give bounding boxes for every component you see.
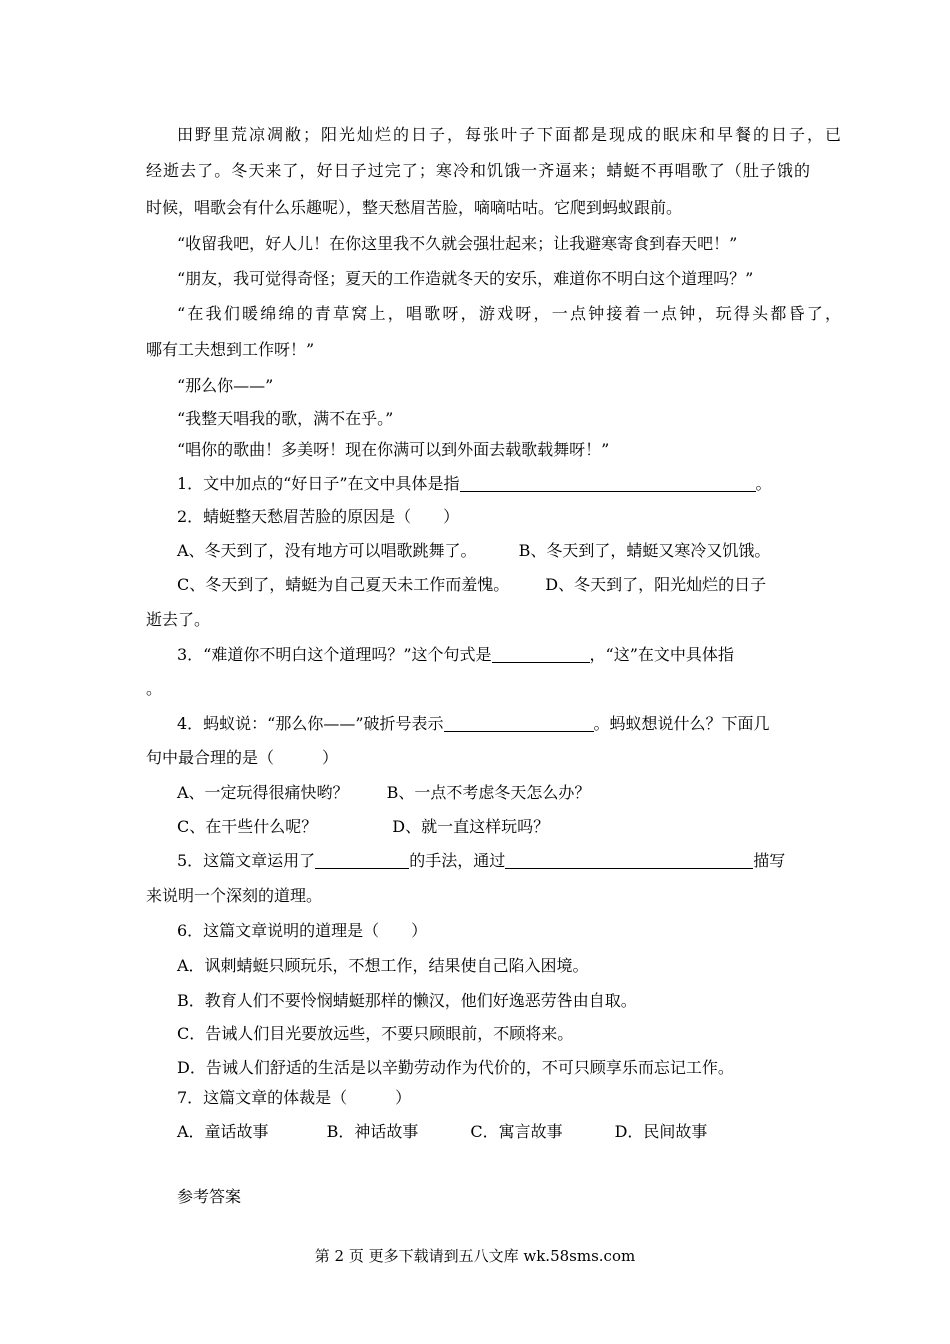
answer-blank[interactable] xyxy=(492,646,590,663)
question-2-option-d-cont: 逝去了。 xyxy=(146,610,211,629)
passage-line: 经逝去了。冬天来了，好日子过完了；寒冷和饥饿一齐逼来；蜻蜓不再唱歌了（肚子饿的 xyxy=(146,161,810,180)
dialogue-line: “我整天唱我的歌，满不在乎。” xyxy=(177,409,394,428)
dialogue-line: “朋友，我可觉得奇怪；夏天的工作造就冬天的安乐，难道你不明白这个道理吗？” xyxy=(177,269,754,288)
question-3-part1: 3．“难道你不明白这个道理吗？”这个句式是 xyxy=(177,645,492,664)
question-4-options-row2 xyxy=(177,816,841,838)
option-a: A．童话故事 xyxy=(177,1122,269,1141)
answers-heading: 参考答案 xyxy=(177,1187,242,1206)
dialogue-line: “唱你的歌曲！多美呀！现在你满可以到外面去载歌载舞呀！” xyxy=(177,440,610,459)
passage-line: 时候，唱歌会有什么乐趣呢），整天愁眉苦脸，嘀嘀咕咕。它爬到蚂蚁跟前。 xyxy=(146,198,683,217)
question-5-part1: 5．这篇文章运用了 xyxy=(177,851,316,870)
question-3-end: 。 xyxy=(146,679,163,698)
question-5-part2: 的手法，通过 xyxy=(409,851,506,870)
question-5-part3: 描写 xyxy=(753,851,786,870)
option-b: B、一点不考虑冬天怎么办？ xyxy=(386,783,591,802)
page-footer: 第 2 页 更多下载请到五八文库 wk.58sms.com xyxy=(314,1247,636,1265)
question-5 xyxy=(177,850,841,872)
option-d: D、冬天到了，阳光灿烂的日子 xyxy=(545,575,767,594)
option-c: C．寓言故事 xyxy=(470,1122,563,1141)
answer-blank[interactable] xyxy=(505,852,753,869)
question-1-end: 。 xyxy=(755,474,772,493)
passage-line: 田野里荒凉凋敝；阳光灿烂的日子，每张叶子下面都是现成的眠床和早餐的日子，已 xyxy=(177,125,841,144)
question-3 xyxy=(177,644,841,666)
question-7-stem: 7．这篇文章的体裁是（ ） xyxy=(177,1088,412,1107)
dialogue-line: “在我们暖绵绵的青草窝上，唱歌呀，游戏呀，一点钟接着一点钟，玩得头都昏了， xyxy=(177,304,841,323)
question-4-part2: 。蚂蚁想说什么？下面几 xyxy=(593,714,770,733)
question-3-part2: ，“这”在文中具体指 xyxy=(589,645,734,664)
question-4-cont: 句中最合理的是（ ） xyxy=(146,748,339,767)
option-d: D、就一直这样玩吗？ xyxy=(392,817,550,836)
question-1 xyxy=(177,473,841,495)
question-1-text: 1．文中加点的“好日子”在文中具体是指 xyxy=(177,474,460,493)
question-7-options xyxy=(177,1121,841,1143)
question-4-options-row1 xyxy=(177,782,841,804)
option-d: D．民间故事 xyxy=(614,1122,708,1141)
option-a: A．讽刺蜻蜓只顾玩乐，不想工作，结果使自己陷入困境。 xyxy=(177,956,589,975)
dialogue-line: 哪有工夫想到工作呀！” xyxy=(146,340,315,359)
answer-blank[interactable] xyxy=(315,852,409,869)
option-b: B、冬天到了，蜻蜓又寒冷又饥饿。 xyxy=(518,541,771,560)
option-c: C、冬天到了，蜻蜓为自己夏天未工作而羞愧。 xyxy=(177,575,510,594)
option-d: D．告诫人们舒适的生活是以辛勤劳动作为代价的，不可只顾享乐而忘记工作。 xyxy=(177,1058,734,1077)
option-a: A、冬天到了，没有地方可以唱歌跳舞了。 xyxy=(177,541,477,560)
option-c: C、在干些什么呢？ xyxy=(177,817,318,836)
question-2-stem: 2．蜻蜓整天愁眉苦脸的原因是（ ） xyxy=(177,507,460,526)
question-4 xyxy=(177,713,841,735)
answer-blank[interactable] xyxy=(444,715,594,732)
question-4-part1: 4．蚂蚁说：“那么你——”破折号表示 xyxy=(177,714,444,733)
dialogue-line: “收留我吧，好人儿！在你这里我不久就会强壮起来；让我避寒寄食到春天吧！” xyxy=(177,234,738,253)
question-2-options-row2 xyxy=(177,574,841,596)
option-c: C．告诫人们目光要放远些，不要只顾眼前，不顾将来。 xyxy=(177,1024,574,1043)
question-5-cont: 来说明一个深刻的道理。 xyxy=(146,886,323,905)
answer-blank[interactable] xyxy=(460,475,756,492)
option-a: A、一定玩得很痛快哟？ xyxy=(177,783,349,802)
option-b: B．教育人们不要怜悯蜻蜓那样的懒汉，他们好逸恶劳咎由自取。 xyxy=(177,991,637,1010)
dialogue-line: “那么你——” xyxy=(177,376,274,395)
option-b: B．神话故事 xyxy=(326,1122,419,1141)
question-6-stem: 6．这篇文章说明的道理是（ ） xyxy=(177,921,428,940)
question-2-options-row1 xyxy=(177,540,841,562)
